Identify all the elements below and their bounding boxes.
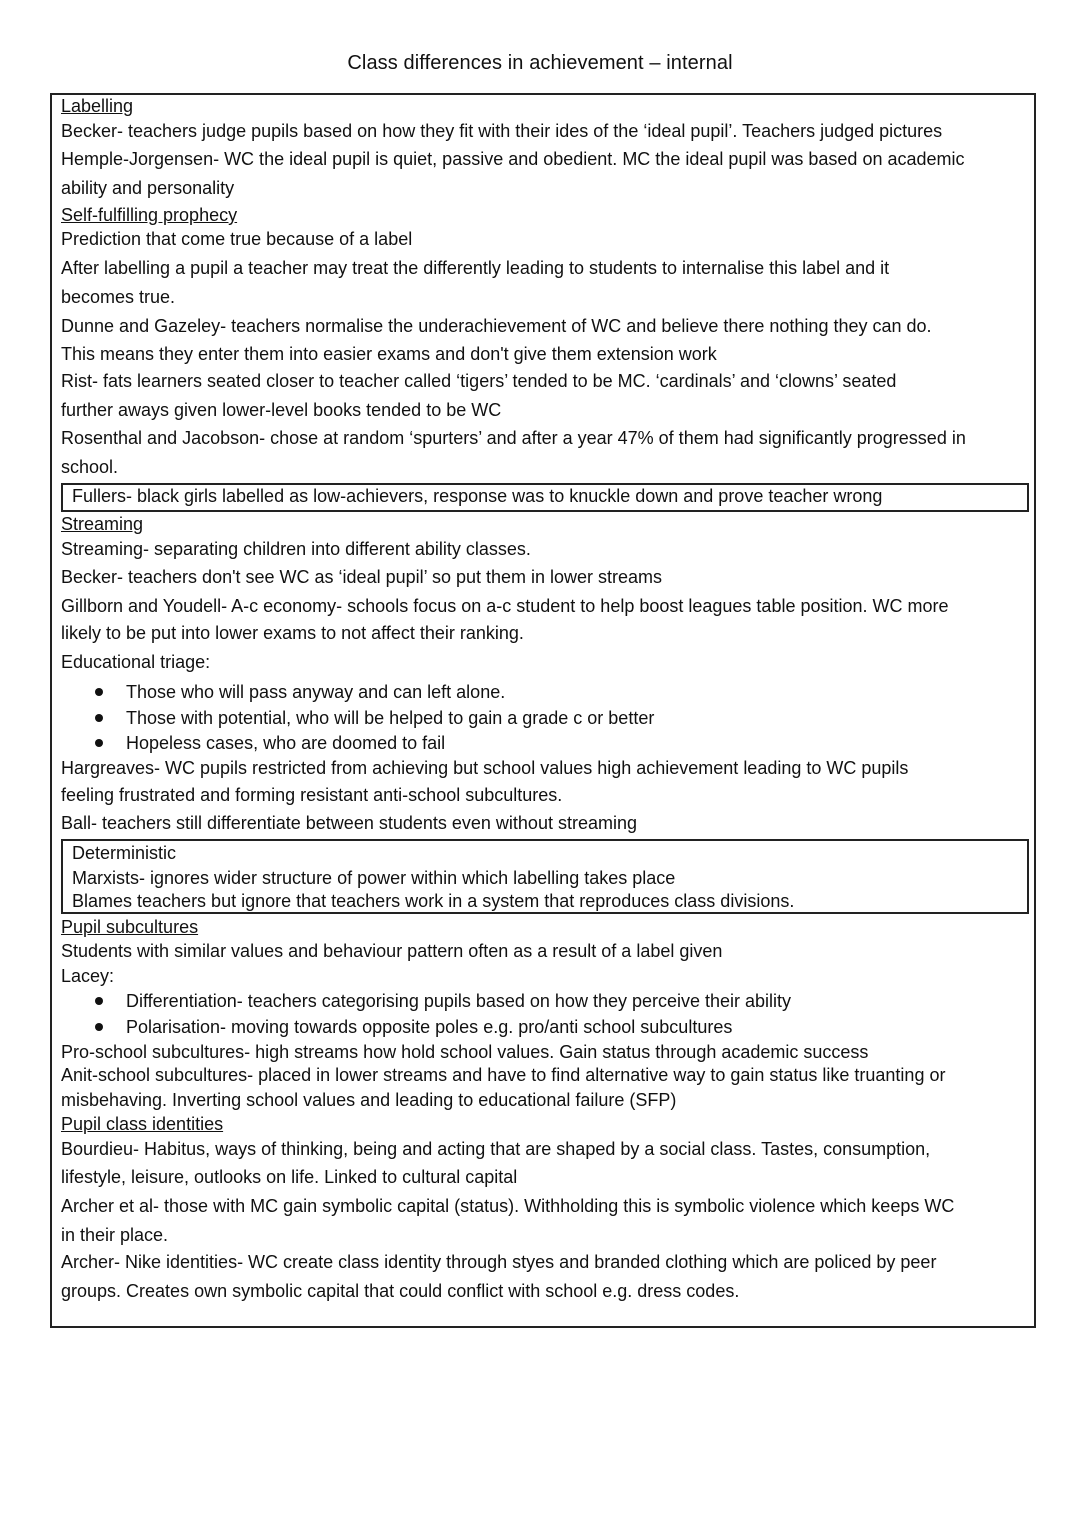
text-line: Prediction that come true because of a label	[61, 229, 413, 249]
bullet-icon	[95, 997, 103, 1005]
text-line: Bourdieu- Habitus, ways of thinking, being and acting that are shaped by a social class. Tastes, consumption,	[61, 1139, 931, 1159]
bullet-item: Differentiation- teachers categorising pupils based on how they perceive their ability	[126, 991, 792, 1011]
text-line: groups. Creates own symbolic capital that could conflict with school e.g. dress codes.	[61, 1281, 740, 1301]
page-title: Class differences in achievement – internal	[347, 52, 733, 74]
text-line: lifestyle, leisure, outlooks on life. Linked to cultural capital	[61, 1167, 518, 1187]
bullet-item: Those with potential, who will be helped to gain a grade c or better	[126, 708, 655, 728]
bullet-item: Hopeless cases, who are doomed to fail	[126, 733, 446, 753]
text-line: Becker- teachers don't see WC as ‘ideal pupil’ so put them in lower streams	[61, 567, 663, 587]
text-line: Archer et al- those with MC gain symbolic capital (status). Withholding this is symbolic violence which keeps WC	[61, 1196, 955, 1216]
text-line: Hemple-Jorgensen- WC the ideal pupil is quiet, passive and obedient. MC the ideal pupil was based on academic	[61, 149, 965, 169]
text-line: Students with similar values and behaviour pattern often as a result of a label given	[61, 941, 723, 961]
text-line: Ball- teachers still differentiate between students even without streaming	[61, 813, 637, 833]
bullet-icon	[95, 714, 103, 722]
text-line: ability and personality	[61, 178, 235, 198]
text-line: further aways given lower-level books tended to be WC	[61, 400, 502, 420]
text-line: Rist- fats learners seated closer to teacher called ‘tigers’ tended to be MC. ‘cardinals’ and ‘clowns’ seated	[61, 371, 897, 391]
text-line: This means they enter them into easier exams and don't give them extension work	[61, 344, 717, 364]
text-line: Hargreaves- WC pupils restricted from achieving but school values high achievement leading to WC pupils	[61, 758, 909, 778]
text-line: Lacey:	[61, 966, 115, 986]
section-heading-streaming: Streaming	[61, 514, 144, 534]
text-line: Pro-school subcultures- high streams how hold school values. Gain status through academic success	[61, 1042, 869, 1062]
bullet-icon	[95, 688, 103, 696]
bullet-item: Those who will pass anyway and can left alone.	[126, 682, 506, 702]
section-heading-labelling: Labelling	[61, 96, 134, 116]
bullet-icon	[95, 739, 103, 747]
bullet-icon	[95, 1023, 103, 1031]
text-line: Anit-school subcultures- placed in lower streams and have to find alternative way to gain status like truanting or	[61, 1065, 946, 1085]
text-line: becomes true.	[61, 287, 176, 307]
bullet-item: Polarisation- moving towards opposite poles e.g. pro/anti school subcultures	[126, 1017, 733, 1037]
evaluation-text: Marxists- ignores wider structure of power within which labelling takes place	[72, 868, 676, 888]
section-heading-sfp: Self-fulfilling prophecy	[61, 205, 238, 225]
highlight-text: Fullers- black girls labelled as low-achievers, response was to knuckle down and prove teacher wrong	[72, 486, 883, 506]
section-heading-identities: Pupil class identities	[61, 1114, 224, 1134]
text-line: in their place.	[61, 1225, 169, 1245]
text-line: likely to be put into lower exams to not affect their ranking.	[61, 623, 524, 643]
evaluation-heading: Deterministic	[72, 843, 177, 863]
text-line: Becker- teachers judge pupils based on how they fit with their ides of the ‘ideal pupil’. Teachers judged pictures	[61, 121, 943, 141]
text-line: school.	[61, 457, 119, 477]
text-line: Rosenthal and Jacobson- chose at random ‘spurters’ and after a year 47% of them had significantly progressed in	[61, 428, 966, 448]
evaluation-text: Blames teachers but ignore that teachers work in a system that reproduces class divisions.	[72, 891, 795, 911]
text-line: Dunne and Gazeley- teachers normalise the underachievement of WC and believe there nothing they can do.	[61, 316, 932, 336]
text-line: Gillborn and Youdell- A-c economy- schools focus on a-c student to help boost leagues table position. WC more	[61, 596, 949, 616]
text-line: After labelling a pupil a teacher may treat the differently leading to students to internalise this label and it	[61, 258, 890, 278]
text-line: misbehaving. Inverting school values and leading to educational failure (SFP)	[61, 1090, 677, 1110]
text-line: Streaming- separating children into different ability classes.	[61, 539, 531, 559]
section-heading-subcultures: Pupil subcultures	[61, 917, 199, 937]
text-line: Educational triage:	[61, 652, 211, 672]
text-line: feeling frustrated and forming resistant anti-school subcultures.	[61, 785, 563, 805]
text-line: Archer- Nike identities- WC create class identity through styes and branded clothing which are policed by peer	[61, 1252, 937, 1272]
